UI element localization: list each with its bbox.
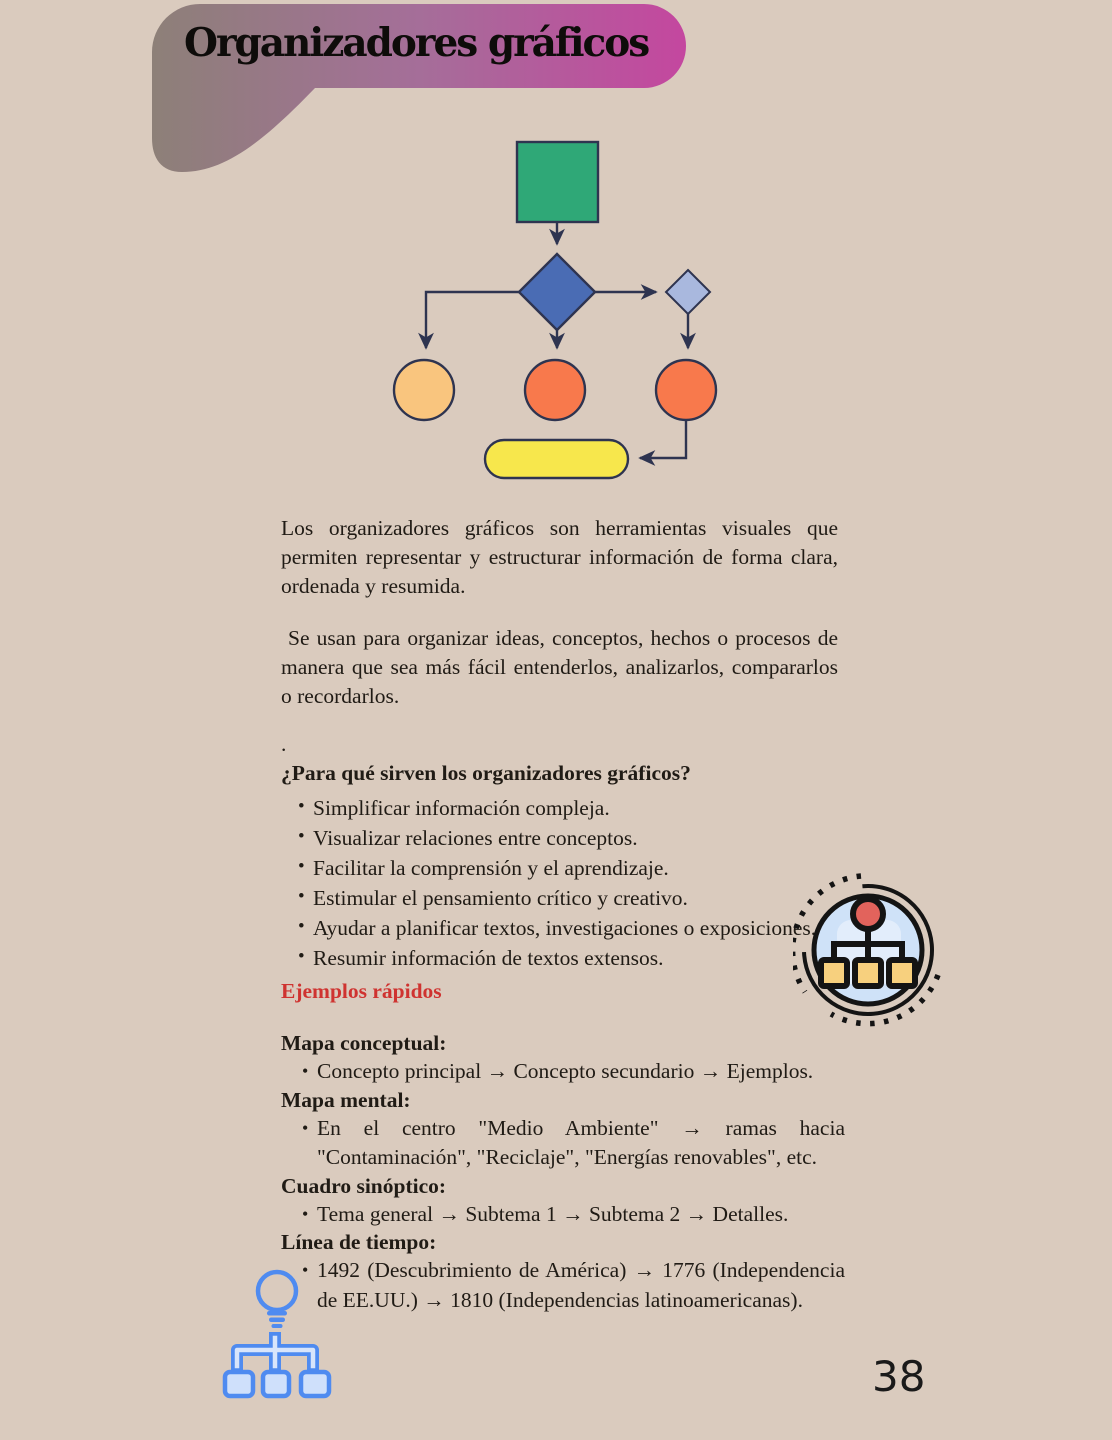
example-item: • 1492 (Descubrimiento de América) → 1776 (Independencia de EE.UU.) → 1810 (Independencias latinoamericanas). [281, 1256, 845, 1315]
process-square [517, 142, 598, 222]
section-title-cuadro-sinoptico: Cuadro sinóptico: [281, 1173, 447, 1198]
section-title-mapa-mental: Mapa mental: [281, 1087, 411, 1112]
intro-paragraph-1: Los organizadores gráficos son herramientas visuales que permiten representar y estructurar información de forma clara, ordenada y resumida. [281, 516, 838, 598]
node-circle-right [656, 360, 716, 420]
list-item: • Resumir información de textos extensos. [281, 943, 856, 973]
examples-block [281, 1030, 845, 1315]
page-title: Organizadores gráficos [184, 20, 649, 66]
badge-top-node [853, 899, 883, 929]
purpose-list [281, 793, 856, 973]
lightbulb-icon [258, 1272, 296, 1328]
list-item: • Facilitar la comprensión y el aprendizaje. [281, 853, 856, 883]
section-title-linea-de-tiempo: Línea de tiempo: [281, 1230, 437, 1254]
example-item: • Tema general → Subtema 1 → Subtema 2 → Detalles. [281, 1200, 845, 1230]
stray-period: . [281, 732, 287, 756]
hierarchy-badge-icon [793, 868, 953, 1030]
list-item: • Estimular el pensamiento crítico y creativo. [281, 883, 856, 913]
flowchart-illustration [380, 130, 760, 510]
purpose-heading: ¿Para qué sirven los organizadores gráficos? [281, 761, 691, 785]
examples-heading: Ejemplos rápidos [281, 979, 442, 1003]
sitemap-icon [225, 1338, 329, 1396]
list-item: • Simplificar información compleja. [281, 793, 856, 823]
section-title-mapa-conceptual: Mapa conceptual: [281, 1031, 447, 1055]
intro-paragraph-2: Se usan para organizar ideas, conceptos, hechos o procesos de manera que sea más fácil entenderlos, analizarlos, compararlos o recordarlos. [281, 626, 838, 708]
node-circle-center [525, 360, 585, 420]
node-circle-left [394, 360, 454, 420]
footer-icon-group [213, 1262, 337, 1414]
list-item: • Ayudar a planificar textos, investigaciones o exposiciones. [281, 913, 856, 943]
list-item: • Visualizar relaciones entre conceptos. [281, 823, 856, 853]
terminator-pill [485, 440, 628, 478]
decision-diamond [519, 254, 595, 330]
page-number: 38 [872, 1352, 926, 1401]
example-item: • Concepto principal → Concepto secundario → Ejemplos. [281, 1057, 845, 1087]
example-item: • En el centro "Medio Ambiente" → ramas hacia "Contaminación", "Reciclaje", "Energías renovables", etc. [281, 1114, 845, 1173]
connector-diamond [666, 270, 710, 314]
